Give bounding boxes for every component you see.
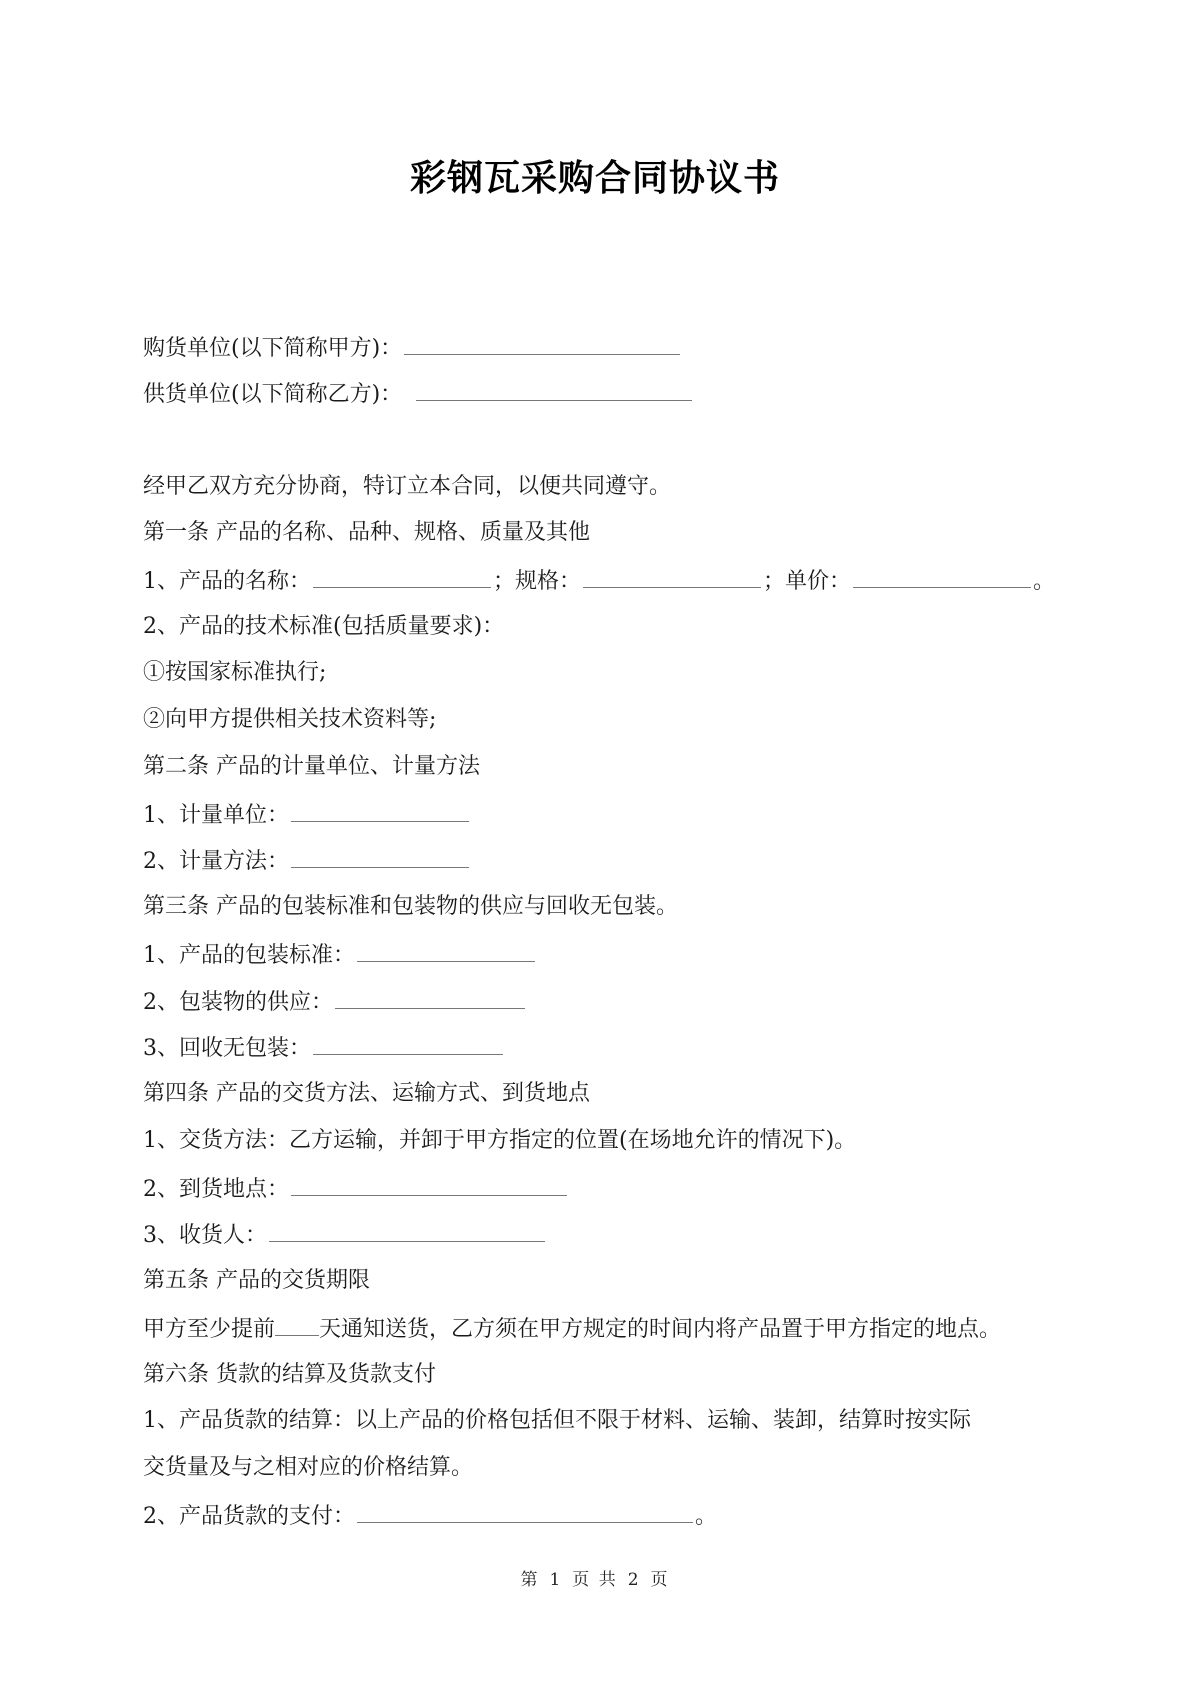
article6-item1-line2: 交货量及与之相对应的价格结算。 xyxy=(143,1455,474,1480)
product-name-blank-field[interactable] xyxy=(313,565,491,588)
supplier-label: 供货单位(以下简称乙方)： xyxy=(143,382,403,407)
payment-label: 2、产品货款的支付： xyxy=(143,1504,355,1529)
footer-suffix: 页 xyxy=(650,1570,670,1590)
packaging-standard-blank-field[interactable] xyxy=(357,939,535,962)
consignee-label: 3、收货人： xyxy=(143,1223,267,1248)
payment-end: 。 xyxy=(695,1504,718,1529)
article1-sub2: ②向甲方提供相关技术资料等; xyxy=(143,707,437,732)
delivery-location-label: 2、到货地点： xyxy=(143,1177,289,1202)
supplier-blank-field[interactable] xyxy=(416,378,692,401)
notice-text-before: 甲方至少提前 xyxy=(143,1317,276,1342)
article1-item2: 2、产品的技术标准(包括质量要求)： xyxy=(143,614,505,639)
article3-item2 xyxy=(143,986,527,1018)
article4-heading: 第四条 产品的交货方法、运输方式、到货地点 xyxy=(143,1081,590,1106)
article2-item2 xyxy=(143,845,471,877)
spec-blank-field[interactable] xyxy=(583,565,761,588)
packaging-supply-label: 2、包装物的供应： xyxy=(143,990,333,1015)
document-title: 彩钢瓦采购合同协议书 xyxy=(409,158,780,199)
total-pages-number: 2 xyxy=(627,1570,641,1590)
page-footer xyxy=(0,1565,1190,1590)
method-label: 2、计量方法： xyxy=(143,849,289,874)
current-page-number: 1 xyxy=(549,1570,563,1590)
article2-item1 xyxy=(143,799,471,831)
unit-label: 1、计量单位： xyxy=(143,803,289,828)
article6-heading: 第六条 货款的结算及货款支付 xyxy=(143,1362,436,1387)
article1-heading: 第一条 产品的名称、品种、规格、质量及其他 xyxy=(143,520,590,545)
article3-item3 xyxy=(143,1032,505,1064)
payment-blank-field[interactable] xyxy=(357,1500,693,1523)
item1-end: 。 xyxy=(1033,569,1056,594)
buyer-blank-field[interactable] xyxy=(404,332,680,355)
article5-text xyxy=(143,1313,1001,1345)
consignee-blank-field[interactable] xyxy=(269,1219,545,1242)
method-blank-field[interactable] xyxy=(291,845,469,868)
product-name-label: 1、产品的名称： xyxy=(143,569,311,594)
price-label: ；单价： xyxy=(763,569,852,594)
article2-heading: 第二条 产品的计量单位、计量方法 xyxy=(143,754,480,779)
article1-item1 xyxy=(143,565,1055,597)
notice-text-after: 天通知送货，乙方须在甲方规定的时间内将产品置于甲方指定的地点。 xyxy=(319,1317,1002,1342)
buyer-line xyxy=(143,332,682,364)
delivery-location-blank-field[interactable] xyxy=(291,1173,567,1196)
packaging-standard-label: 1、产品的包装标准： xyxy=(143,943,355,968)
recycle-label: 3、回收无包装： xyxy=(143,1036,311,1061)
packaging-supply-blank-field[interactable] xyxy=(335,986,525,1009)
article3-item1 xyxy=(143,939,537,971)
article6-item1-line1: 1、产品货款的结算：以上产品的价格包括但不限于材料、运输、装卸，结算时按实际 xyxy=(143,1408,971,1433)
article3-heading: 第三条 产品的包装标准和包装物的供应与回收无包装。 xyxy=(143,894,678,919)
spec-label: ；规格： xyxy=(493,569,582,594)
intro-paragraph: 经甲乙双方充分协商，特订立本合同，以便共同遵守。 xyxy=(143,474,672,499)
article4-item3 xyxy=(143,1219,547,1251)
recycle-blank-field[interactable] xyxy=(313,1032,503,1055)
footer-prefix: 第 xyxy=(520,1570,540,1590)
buyer-label: 购货单位(以下简称甲方)： xyxy=(143,336,403,361)
unit-blank-field[interactable] xyxy=(291,799,469,822)
article4-item2 xyxy=(143,1173,569,1205)
price-blank-field[interactable] xyxy=(853,565,1031,588)
notice-days-blank-field[interactable] xyxy=(275,1313,319,1336)
article4-item1: 1、交货方法：乙方运输，并卸于甲方指定的位置(在场地允许的情况下)。 xyxy=(143,1128,857,1153)
article6-item2 xyxy=(143,1500,717,1532)
supplier-line xyxy=(143,378,694,410)
article1-sub1: ①按国家标准执行; xyxy=(143,660,327,685)
footer-mid: 页 共 xyxy=(572,1570,618,1590)
article5-heading: 第五条 产品的交货期限 xyxy=(143,1268,370,1293)
